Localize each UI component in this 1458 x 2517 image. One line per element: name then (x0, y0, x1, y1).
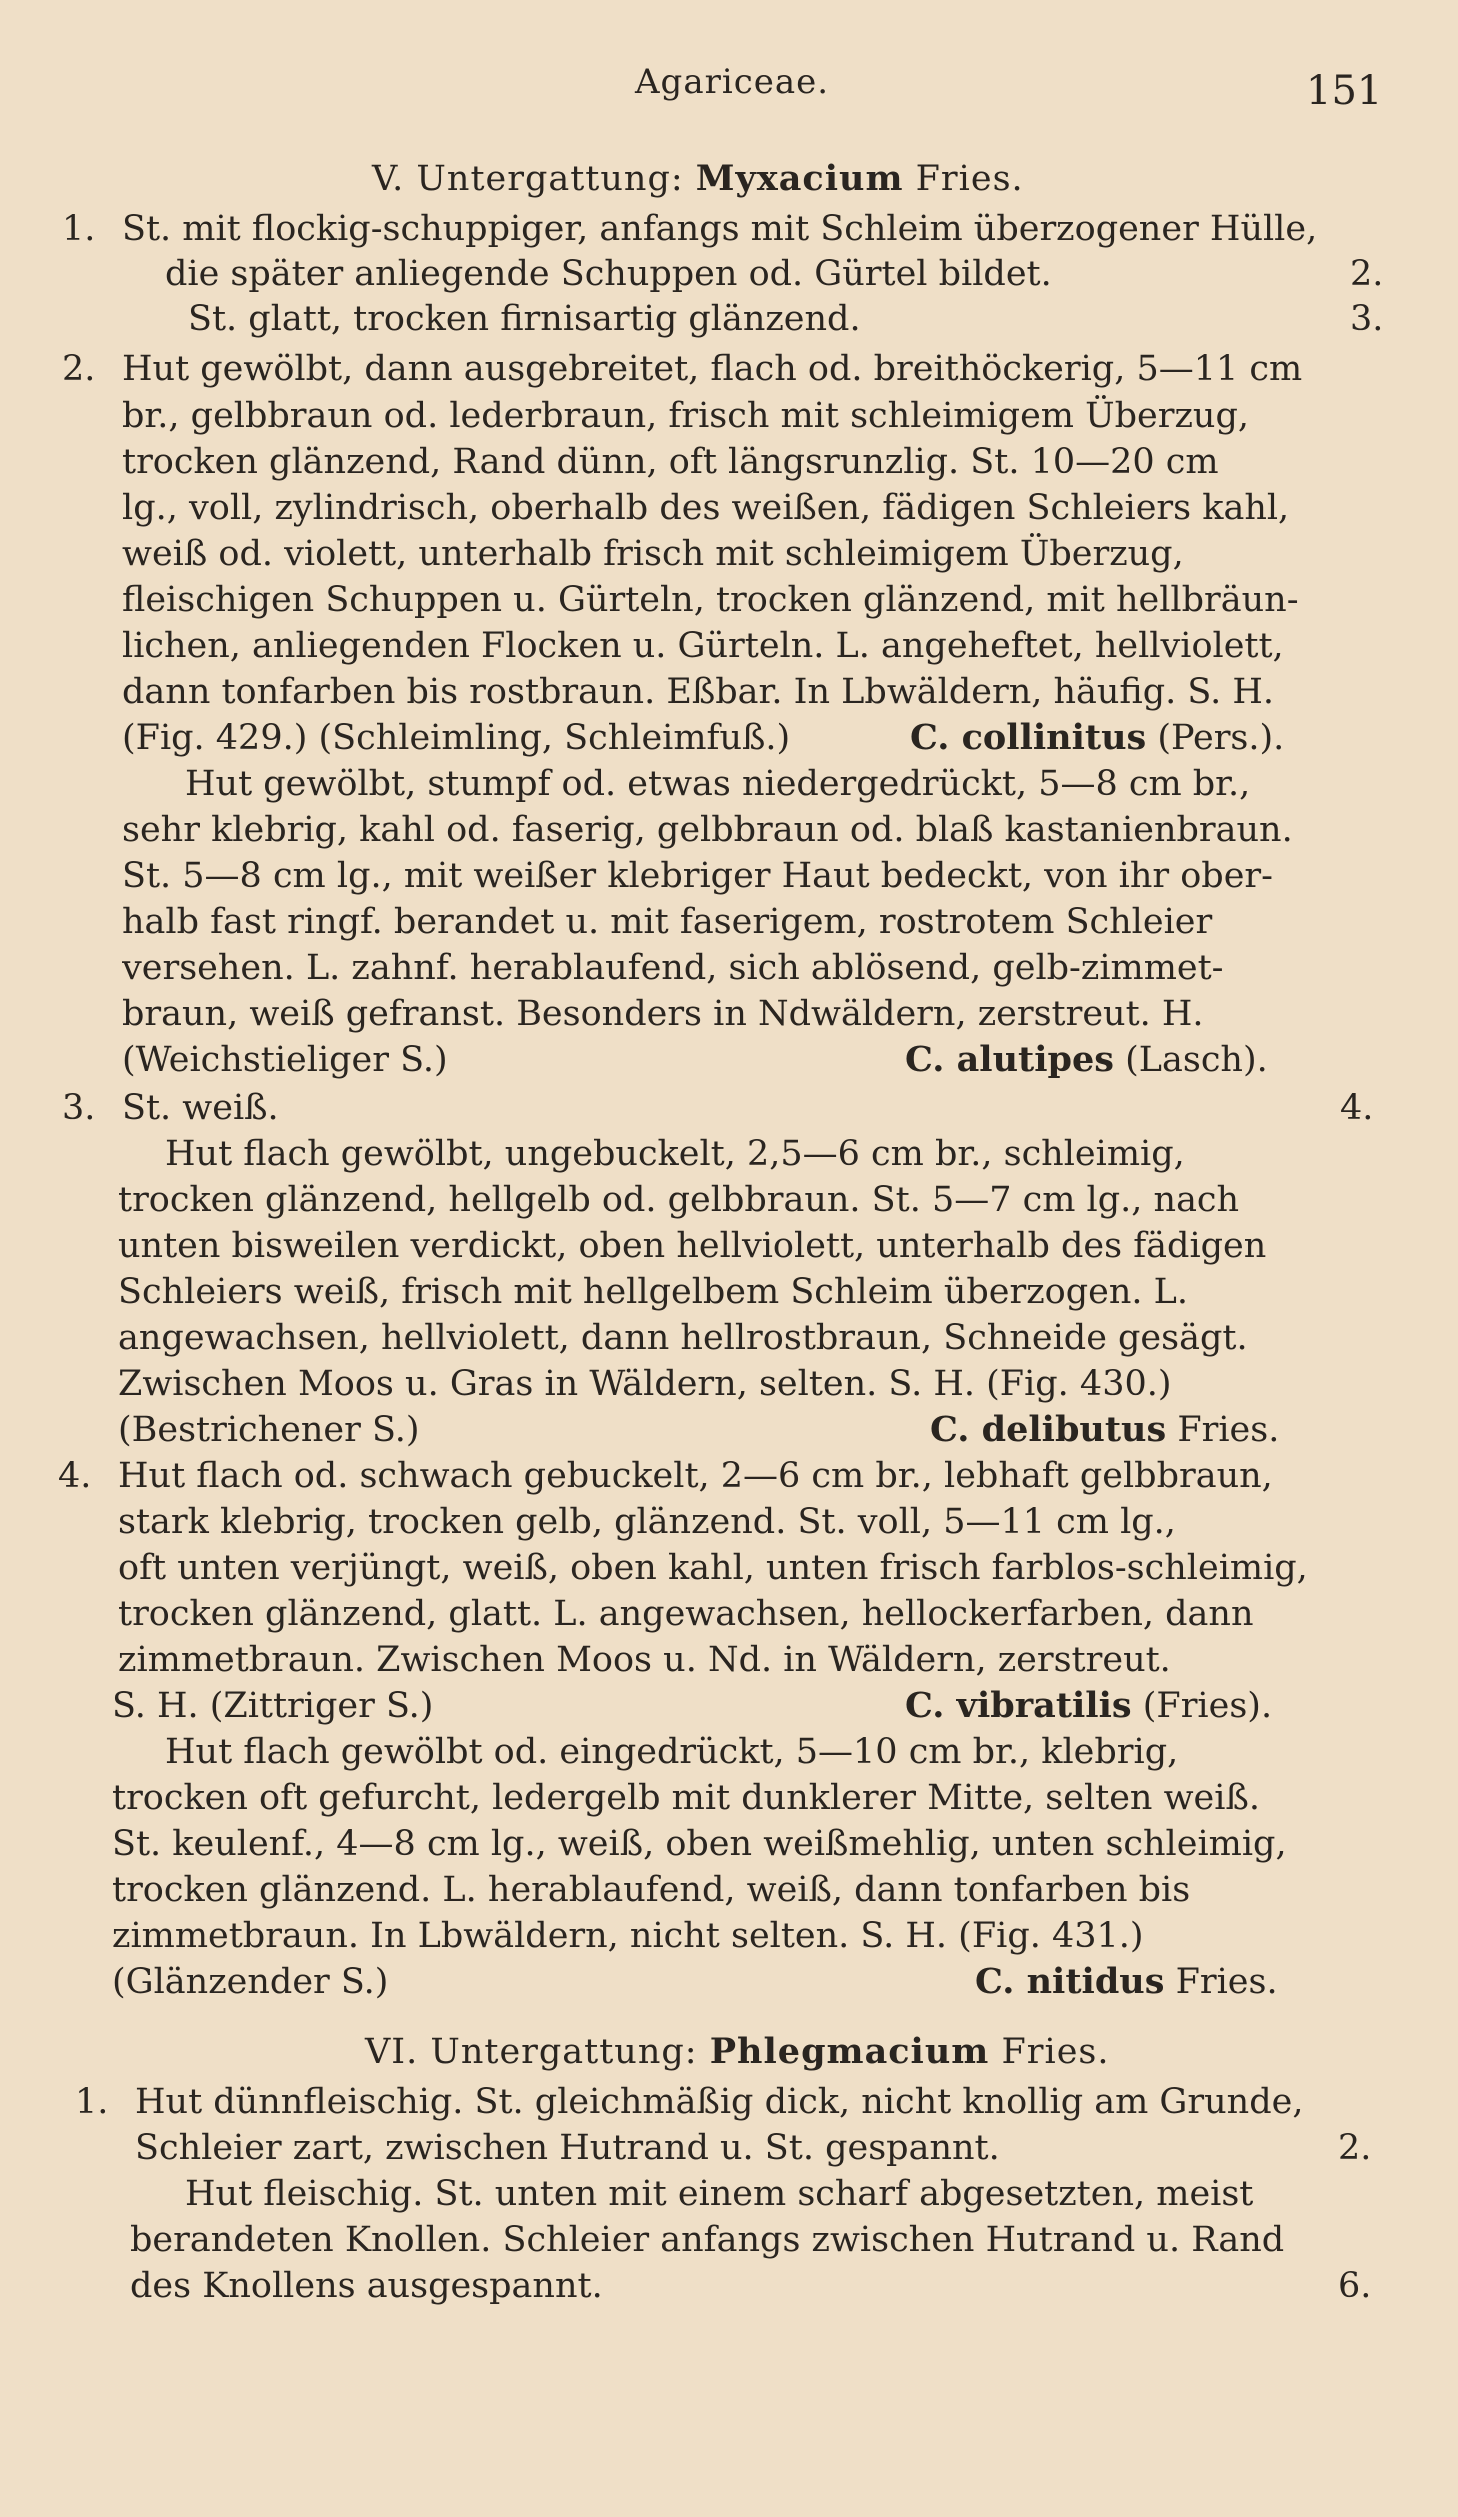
text-line: Schleier zart, zwischen Hutrand u. St. gespannt. (135, 2128, 1000, 2168)
running-head (0, 58, 1458, 118)
species-author: (Fries). (1142, 1686, 1273, 1726)
text-line: lg., voll, zylindrisch, oberhalb des weißen, fädigen Schleiers kahl, (122, 488, 1290, 528)
text-line: St. weiß. (122, 1088, 279, 1128)
key-number: 4. (58, 1456, 92, 1496)
species-line (910, 714, 1330, 762)
text-line: dann tonfarben bis rostbraun. Eßbar. In Lbwäldern, häufig. S. H. (122, 672, 1275, 712)
species-author: (Pers.). (1157, 718, 1285, 758)
text-line: zimmetbraun. Zwischen Moos u. Nd. in Wäldern, zerstreut. (118, 1640, 1171, 1680)
species-name: C. collinitus (910, 717, 1147, 758)
text-line: (Bestrichener S.) (118, 1410, 420, 1450)
text-line: sehr klebrig, kahl od. faserig, gelbbraun od. blaß kastanienbraun. (122, 810, 1293, 850)
text-line: Hut flach gewölbt od. eingedrückt, 5—10 cm br., klebrig, (165, 1732, 1179, 1772)
key-reference: 2. (1350, 254, 1384, 294)
key-reference: 3. (1350, 299, 1384, 339)
species-line (905, 1682, 1345, 1730)
subgenus-heading-phlegmacium (365, 2028, 1110, 2076)
text-line: fleischigen Schuppen u. Gürteln, trocken glänzend, mit hellbräun- (122, 580, 1299, 620)
heading-prefix: VI. Untergattung: (365, 2032, 698, 2072)
species-name: C. nitidus (975, 1961, 1165, 2002)
text-line: oft unten verjüngt, weiß, oben kahl, unten frisch farblos-schleimig, (118, 1548, 1308, 1588)
species-author: Fries. (1177, 1410, 1280, 1450)
text-line: trocken glänzend, hellgelb od. gelbbraun. St. 5—7 cm lg., nach (118, 1180, 1240, 1220)
text-line: trocken glänzend, glatt. L. angewachsen, hellockerfarben, dann (118, 1594, 1254, 1634)
text-line: (Glänzender S.) (112, 1962, 389, 2002)
heading-prefix: V. Untergattung: (372, 159, 684, 199)
text-line: Hut flach od. schwach gebuckelt, 2—6 cm br., lebhaft gelbbraun, (118, 1456, 1273, 1496)
text-line: die später anliegende Schuppen od. Gürtel bildet. (165, 254, 1052, 294)
text-line: (Fig. 429.) (Schleimling, Schleimfuß.) (122, 718, 791, 758)
text-line: br., gelbbraun od. lederbraun, frisch mit schleimigem Überzug, (122, 396, 1249, 436)
species-line (905, 1036, 1345, 1084)
key-number: 1. (75, 2082, 109, 2122)
text-line: versehen. L. zahnf. herablaufend, sich ablösend, gelb-zimmet- (122, 948, 1224, 988)
text-line: Hut gewölbt, stumpf od. etwas niedergedrückt, 5—8 cm br., (185, 764, 1251, 804)
heading-author: Fries. (915, 159, 1024, 199)
species-name: C. delibutus (930, 1409, 1167, 1450)
text-line: Hut gewölbt, dann ausgebreitet, flach od. breithöckerig, 5—11 cm (122, 349, 1303, 389)
text-line: St. glatt, trocken firnisartig glänzend. (188, 299, 861, 339)
text-line: trocken glänzend, Rand dünn, oft längsrunzlig. St. 10—20 cm (122, 442, 1219, 482)
species-name: C. vibratilis (905, 1685, 1132, 1726)
species-author: Fries. (1175, 1962, 1278, 2002)
text-line: weiß od. violett, unterhalb frisch mit schleimigem Überzug, (122, 534, 1184, 574)
running-title: Agariceae. (635, 62, 830, 102)
key-number: 1. (62, 209, 96, 249)
species-name: C. alutipes (905, 1039, 1114, 1080)
text-line: (Weichstieliger S.) (122, 1040, 448, 1080)
text-line: Hut dünnfleischig. St. gleichmäßig dick, nicht knollig am Grunde, (135, 2082, 1304, 2122)
text-line: unten bisweilen verdickt, oben hellviolett, unterhalb des fädigen (118, 1226, 1267, 1266)
text-line: Zwischen Moos u. Gras in Wäldern, selten. S. H. (Fig. 430.) (118, 1364, 1172, 1404)
key-reference: 4. (1340, 1088, 1374, 1128)
text-line: Hut flach gewölbt, ungebuckelt, 2,5—6 cm br., schleimig, (165, 1134, 1185, 1174)
text-line: lichen, anliegenden Flocken u. Gürteln. L. angeheftet, hellviolett, (122, 626, 1284, 666)
key-number: 2. (62, 349, 96, 389)
species-line (975, 1958, 1375, 2006)
species-author: (Lasch). (1125, 1040, 1268, 1080)
text-line: berandeten Knollen. Schleier anfangs zwischen Hutrand u. Rand (130, 2220, 1285, 2260)
heading-author: Fries. (1001, 2032, 1110, 2072)
text-line: Hut fleischig. St. unten mit einem scharf abgesetzten, meist (185, 2174, 1254, 2214)
text-line (122, 205, 1384, 253)
key-reference: 6. (1338, 2266, 1372, 2306)
text-line: stark klebrig, trocken gelb, glänzend. St. voll, 5—11 cm lg., (118, 1502, 1176, 1542)
text-line: des Knollens ausgespannt. (130, 2266, 603, 2306)
heading-genus: Phlegmacium (709, 2031, 990, 2072)
key-number: 3. (62, 1088, 96, 1128)
subgenus-heading-myxacium (372, 155, 1024, 203)
species-line (930, 1406, 1350, 1454)
text-line: S. H. (Zittriger S.) (112, 1686, 434, 1726)
heading-genus: Myxacium (695, 158, 904, 199)
text-line: trocken glänzend. L. herablaufend, weiß, dann tonfarben bis (112, 1870, 1191, 1910)
text-line: halb fast ringf. berandet u. mit faserigem, rostrotem Schleier (122, 902, 1213, 942)
text-line: angewachsen, hellviolett, dann hellrostbraun, Schneide gesägt. (118, 1318, 1248, 1358)
text-line: St. 5—8 cm lg., mit weißer klebriger Haut bedeckt, von ihr ober- (122, 856, 1273, 896)
text-line: braun, weiß gefranst. Besonders in Ndwäldern, zerstreut. H. (122, 994, 1204, 1034)
text-line: St. keulenf., 4—8 cm lg., weiß, oben weißmehlig, unten schleimig, (112, 1824, 1287, 1864)
text-line: Schleiers weiß, frisch mit hellgelbem Schleim überzogen. L. (118, 1272, 1189, 1312)
line-text: St. mit flockig-schuppiger, anfangs mit Schleim überzogener Hülle, (122, 209, 1318, 249)
text-line: trocken oft gefurcht, ledergelb mit dunklerer Mitte, selten weiß. (112, 1778, 1260, 1818)
page-number: 151 (1306, 68, 1383, 114)
text-line: zimmetbraun. In Lbwäldern, nicht selten. S. H. (Fig. 431.) (112, 1916, 1144, 1956)
key-reference: 2. (1338, 2128, 1372, 2168)
